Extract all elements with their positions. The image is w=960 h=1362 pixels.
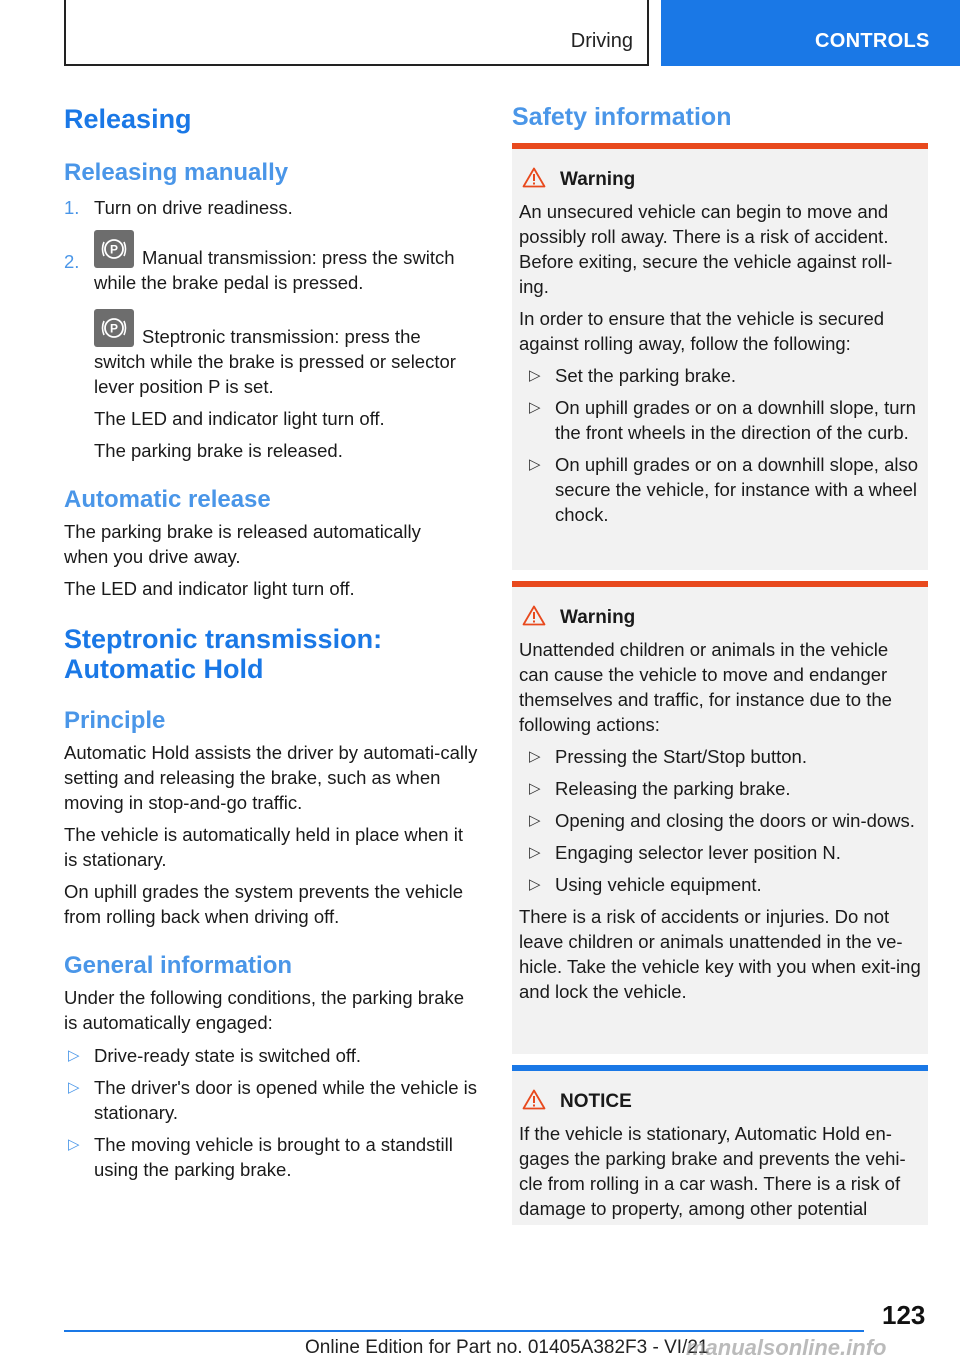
heading-releasing-manually: Releasing manually [64,159,289,186]
heading-principle: Principle [64,707,166,734]
notice-paragraph: If the vehicle is stationary, Automatic Hold en-gages the parking brake and prevents the vehi-cle from rolling in a car wash. There is a risk of damage to property, among other potential [519,1123,906,1219]
bullet-arrow-icon: ▷ [68,1136,80,1153]
step-note: The LED and indicator light turn off. [94,408,385,429]
right-column [512,100,928,132]
heading-automatic-release: Automatic release [64,486,271,513]
step-note: The parking brake is released. [94,440,343,461]
footer-edition: Online Edition for Part no. 01405A382F3 - VI/21 [305,1337,709,1358]
list-item: ▷ Drive-ready state is switched off. [68,1045,361,1066]
svg-text:P: P [109,242,119,257]
list-item: ▷ Opening and closing the doors or win-dows. [529,810,915,831]
paragraph: On uphill grades the system prevents the vehicle from rolling back when driving off. [64,881,463,927]
step-text-line: while the brake pedal is pressed. [94,272,364,293]
list-item: ▷ Pressing the Start/Stop button. [529,746,807,767]
warning-box-1 [512,143,928,570]
step-text-line: Steptronic transmission: press the [142,326,421,347]
heading-general-information: General information [64,952,293,979]
header-section-tab [64,0,649,66]
bullet-arrow-icon: ▷ [529,456,541,473]
step-text-line: lever position P is set. [94,376,274,397]
paragraph: The parking brake is released automatically when you drive away. [64,521,421,567]
warning-paragraph: An unsecured vehicle can begin to move and possibly roll away. There is a risk of accident. Before exiting, secure the vehicle against roll-ing. [519,201,893,297]
parking-brake-switch-icon [94,230,134,268]
svg-text:P: P [109,321,119,336]
header-section-title: Driving [570,30,633,52]
warning-paragraph: Unattended children or animals in the vehicle can cause the vehicle to move and endanger themselves and traffic, for instance due to the following actions: [519,639,892,735]
notice-box [512,1065,928,1225]
watermark: manualsonline.info [686,1335,887,1360]
heading-steptronic-line-2: Automatic Hold [64,654,264,684]
bullet-arrow-icon: ▷ [529,367,541,384]
paragraph: The vehicle is automatically held in place when it is stationary. [64,824,463,870]
bullet-arrow-icon: ▷ [529,399,541,416]
list-item: ▷ On uphill grades or on a downhill slope, also secure the vehicle, for instance with a wheel chock. [529,454,919,525]
warning-title: Warning [560,607,636,628]
warning-triangle-icon [522,605,546,626]
footer-divider [64,1330,864,1332]
bullet-arrow-icon: ▷ [529,876,541,893]
bullet-arrow-icon: ▷ [529,748,541,765]
warning-paragraph: In order to ensure that the vehicle is secured against rolling away, follow the following: [519,308,885,354]
list-item: ▷ Using vehicle equipment. [529,874,762,895]
list-item: ▷ The moving vehicle is brought to a standstill using the parking brake. [68,1134,453,1180]
header-chapter-title: CONTROLS [815,30,930,52]
heading-releasing: Releasing [64,104,192,134]
warning-paragraph: There is a risk of accidents or injuries. Do not leave children or animals unattended in the ve-hicle. Take the vehicle key with you when exit-ing and lock the vehicle. [519,906,921,1002]
list-item: ▷ Set the parking brake. [529,365,736,386]
step-number: 1. [64,197,80,218]
notice-title: NOTICE [560,1091,632,1112]
bullet-arrow-icon: ▷ [68,1079,80,1096]
bullet-arrow-icon: ▷ [529,780,541,797]
warning-box-2 [512,581,928,1054]
list-item: ▷ On uphill grades or on a downhill slope, turn the front wheels in the direction of the curb. [529,397,916,443]
list-item: ▷ Releasing the parking brake. [529,778,791,799]
bullet-arrow-icon: ▷ [68,1047,80,1064]
bullet-arrow-icon: ▷ [529,844,541,861]
list-item-step-1 [64,195,480,220]
list-item: ▷ The driver's door is opened while the vehicle is stationary. [68,1077,477,1123]
paragraph: Automatic Hold assists the driver by automati-cally setting and releasing the brake, such as when moving in stop-and-go traffic. [64,742,478,813]
warning-triangle-icon [522,1089,546,1110]
parking-brake-switch-icon [94,309,134,347]
step-number: 2. [64,251,80,272]
left-column [64,100,480,1182]
step-text: Turn on drive readiness. [94,197,293,218]
step-text-line: Manual transmission: press the switch [142,247,455,268]
paragraph: Under the following conditions, the parking brake is automatically engaged: [64,987,465,1033]
warning-title: Warning [560,169,636,190]
heading-safety-information: Safety information [512,103,732,131]
list-item-step-2 [64,230,480,463]
header-chapter-tab [661,0,960,66]
page-number: 123 [882,1300,926,1330]
paragraph: The LED and indicator light turn off. [64,578,355,599]
step-text-line: switch while the brake is pressed or selector [94,351,456,372]
bullet-arrow-icon: ▷ [529,812,541,829]
list-item: ▷ Engaging selector lever position N. [529,842,841,863]
warning-triangle-icon [522,167,546,188]
heading-steptronic-line-1: Steptronic transmission: [64,624,383,654]
